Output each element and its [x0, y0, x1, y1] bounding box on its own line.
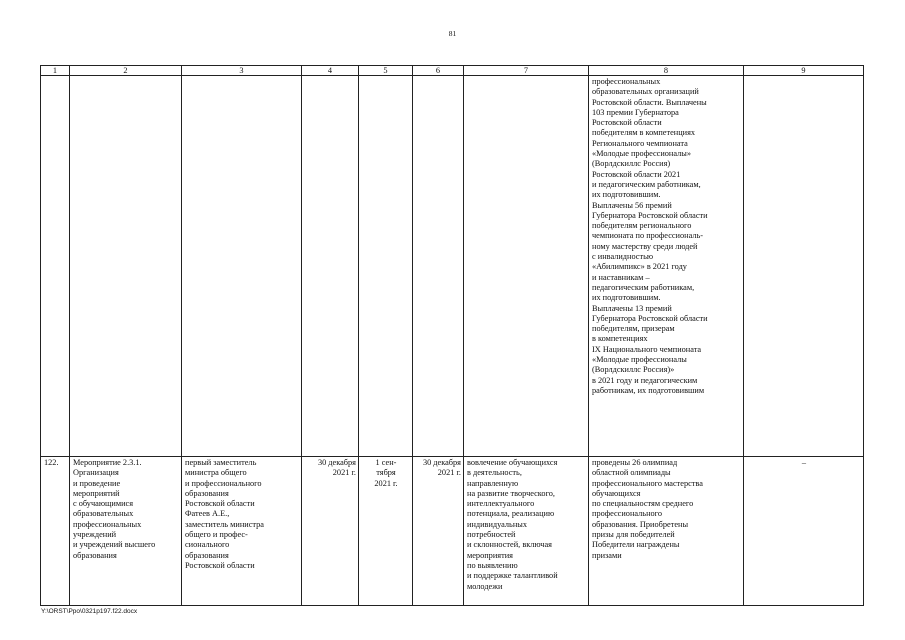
column-header: 6: [413, 66, 464, 76]
table-cell: [359, 76, 413, 457]
table-cell: [70, 76, 182, 457]
column-header: 5: [359, 66, 413, 76]
file-path-footer: Y:\ORST\Ppo\0321p197.f22.docx: [41, 608, 138, 615]
date-cell: 1 сен- тября 2021 г.: [359, 457, 413, 606]
measure-cell: Мероприятие 2.3.1. Организация и проведение мероприятий с обучающимися образовательных профессиональных учреждений и учреждений высшего образования: [70, 457, 182, 606]
date-cell: 30 декабря 2021 г.: [413, 457, 464, 606]
row-number: 122.: [41, 457, 70, 606]
table-cell: [41, 76, 70, 457]
table-row: [41, 76, 864, 457]
table-cell: [744, 76, 864, 457]
header-row: [41, 66, 864, 76]
column-header: 8: [589, 66, 744, 76]
table-cell: [464, 76, 589, 457]
column-header: 4: [302, 66, 359, 76]
table-cell: [182, 76, 302, 457]
note-cell: –: [744, 457, 864, 606]
table-row: [41, 457, 864, 606]
report-table: [40, 65, 864, 606]
date-cell: 30 декабря 2021 г.: [302, 457, 359, 606]
column-header: 3: [182, 66, 302, 76]
column-header: 1: [41, 66, 70, 76]
column-header: 2: [70, 66, 182, 76]
page-number: 81: [448, 29, 457, 38]
result-cell: проведены 26 олимпиад областной олимпиады профессионального мастерства обучающихся по специальностям среднего профессионального образования. Приобретены призы для победителей Победители награждены призами: [589, 457, 744, 606]
column-header: 9: [744, 66, 864, 76]
table-cell: [302, 76, 359, 457]
table-cell: [413, 76, 464, 457]
expected-result-cell: вовлечение обучающихся в деятельность, направленную на развитие творческого, интеллектуального потенциала, реализацию индивидуальных потребностей и склонностей, включая мероприятия по выявлению и поддержке талантливой молодежи: [464, 457, 589, 606]
responsible-cell: первый заместитель министра общего и профессионального образования Ростовской области Фатеев А.Е., заместитель министра общего и профес- сионального образования Ростовской области: [182, 457, 302, 606]
column-header: 7: [464, 66, 589, 76]
result-cell: профессиональных образовательных организаций Ростовской области. Выплачены 103 премии Губернатора Ростовской области победителям в компетенциях Регионального чемпионата «Молодые профессионалы» (Ворлдскиллс Россия) Ростовской области 2021 и педагогическим работникам, их подготовившим. Выплачены 56 премий Губернатора Ростовской области победителям регионального чемпионата по профессиональ- ному мастерству среди людей с инвалидностью «Абилимпикс» в 2021 году и наставникам – педагогическим работникам, их подготовившим. Выплачены 13 премий Губернатора Ростовской области победителям, призерам в компетенциях IX Национального чемпионата «Молодые профессионалы (Ворлдскиллс Россия)» в 2021 году и педагогическим работникам, их подготовившим: [589, 76, 744, 457]
